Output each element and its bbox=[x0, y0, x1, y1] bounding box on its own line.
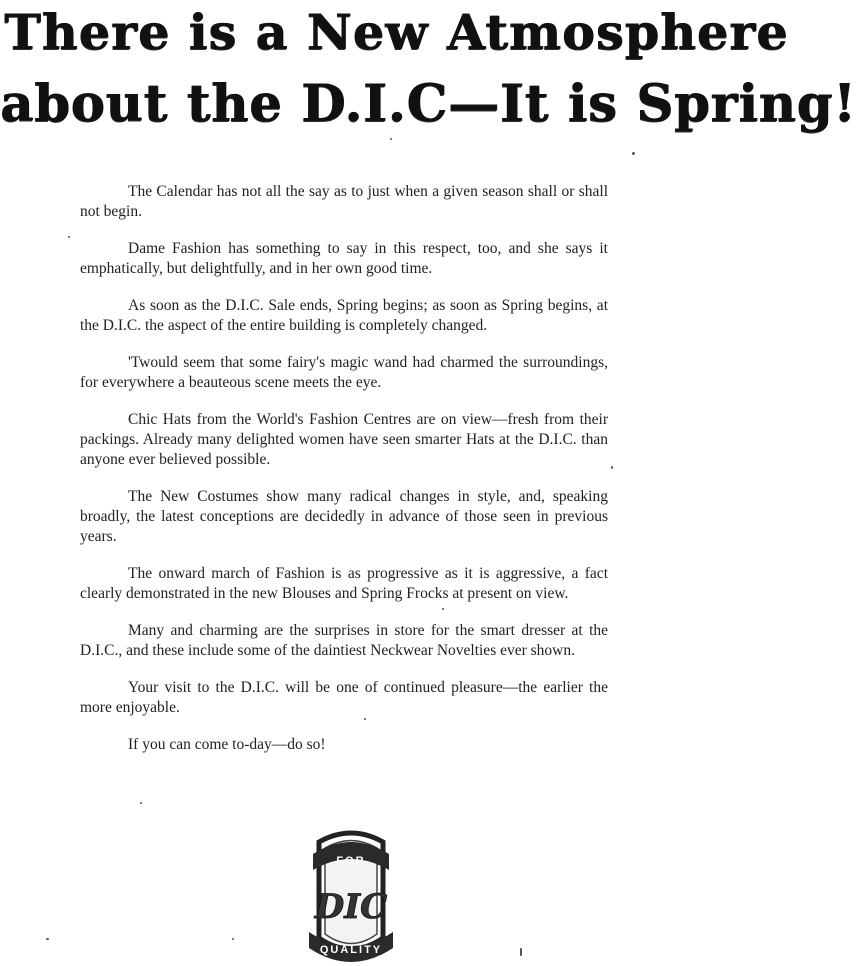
scan-speck bbox=[520, 948, 522, 956]
scan-speck bbox=[632, 152, 635, 155]
paragraph-your-visit: Your visit to the D.I.C. will be one of continued pleasure—the earlier the more enjoyable. bbox=[80, 679, 608, 716]
paragraph-surprises: Many and charming are the surprises in store for the smart dresser at the D.I.C., and these include some of the daintiest Neckwear Novelties ever shown. bbox=[80, 622, 608, 659]
headline-line-1: There is a New Atmosphere bbox=[4, 3, 789, 61]
scan-speck bbox=[442, 608, 444, 610]
headline-line-2: about the D.I.C—It is Spring! bbox=[0, 74, 856, 134]
scan-speck bbox=[364, 718, 366, 720]
scan-speck bbox=[46, 938, 49, 940]
paragraph-calendar: The Calendar has not all the say as to just when a given season shall or shall not begin. bbox=[80, 183, 608, 220]
logo-monogram: DIC bbox=[314, 887, 388, 927]
dic-quality-logo bbox=[305, 820, 397, 966]
scan-speck bbox=[232, 938, 234, 940]
paragraph-new-costumes: The New Costumes show many radical changes in style, and, speaking broadly, the latest conceptions are decidedly in advance of those seen in previous years. bbox=[80, 488, 608, 545]
logo-top-text: FOR bbox=[336, 855, 366, 867]
paragraph-sale-ends: As soon as the D.I.C. Sale ends, Spring begins; as soon as Spring begins, at the D.I.C. the aspect of the entire building is completely changed. bbox=[80, 297, 608, 334]
paragraph-dame-fashion: Dame Fashion has something to say in this respect, too, and she says it emphatically, but delightfully, and in her own good time. bbox=[80, 240, 608, 277]
paragraph-onward-march: The onward march of Fashion is as progressive as it is aggressive, a fact clearly demonstrated in the new Blouses and Spring Frocks at present on view. bbox=[80, 565, 608, 602]
paragraph-chic-hats: Chic Hats from the World's Fashion Centres are on view—fresh from their packings. Already many delighted women have seen smarter Hats at the D.I.C. than anyone ever believed possible. bbox=[80, 411, 608, 468]
body-copy bbox=[80, 182, 608, 772]
scan-speck bbox=[140, 802, 142, 804]
logo-bottom-text: QUALITY bbox=[319, 944, 383, 956]
paragraph-come-today: If you can come to-day—do so! bbox=[128, 736, 326, 753]
paragraph-fairy-wand: 'Twould seem that some fairy's magic wand had charmed the surroundings, for everywhere a beauteous scene meets the eye. bbox=[80, 354, 608, 391]
scan-speck bbox=[611, 466, 613, 469]
scan-speck bbox=[390, 138, 392, 140]
scan-speck bbox=[68, 236, 70, 238]
